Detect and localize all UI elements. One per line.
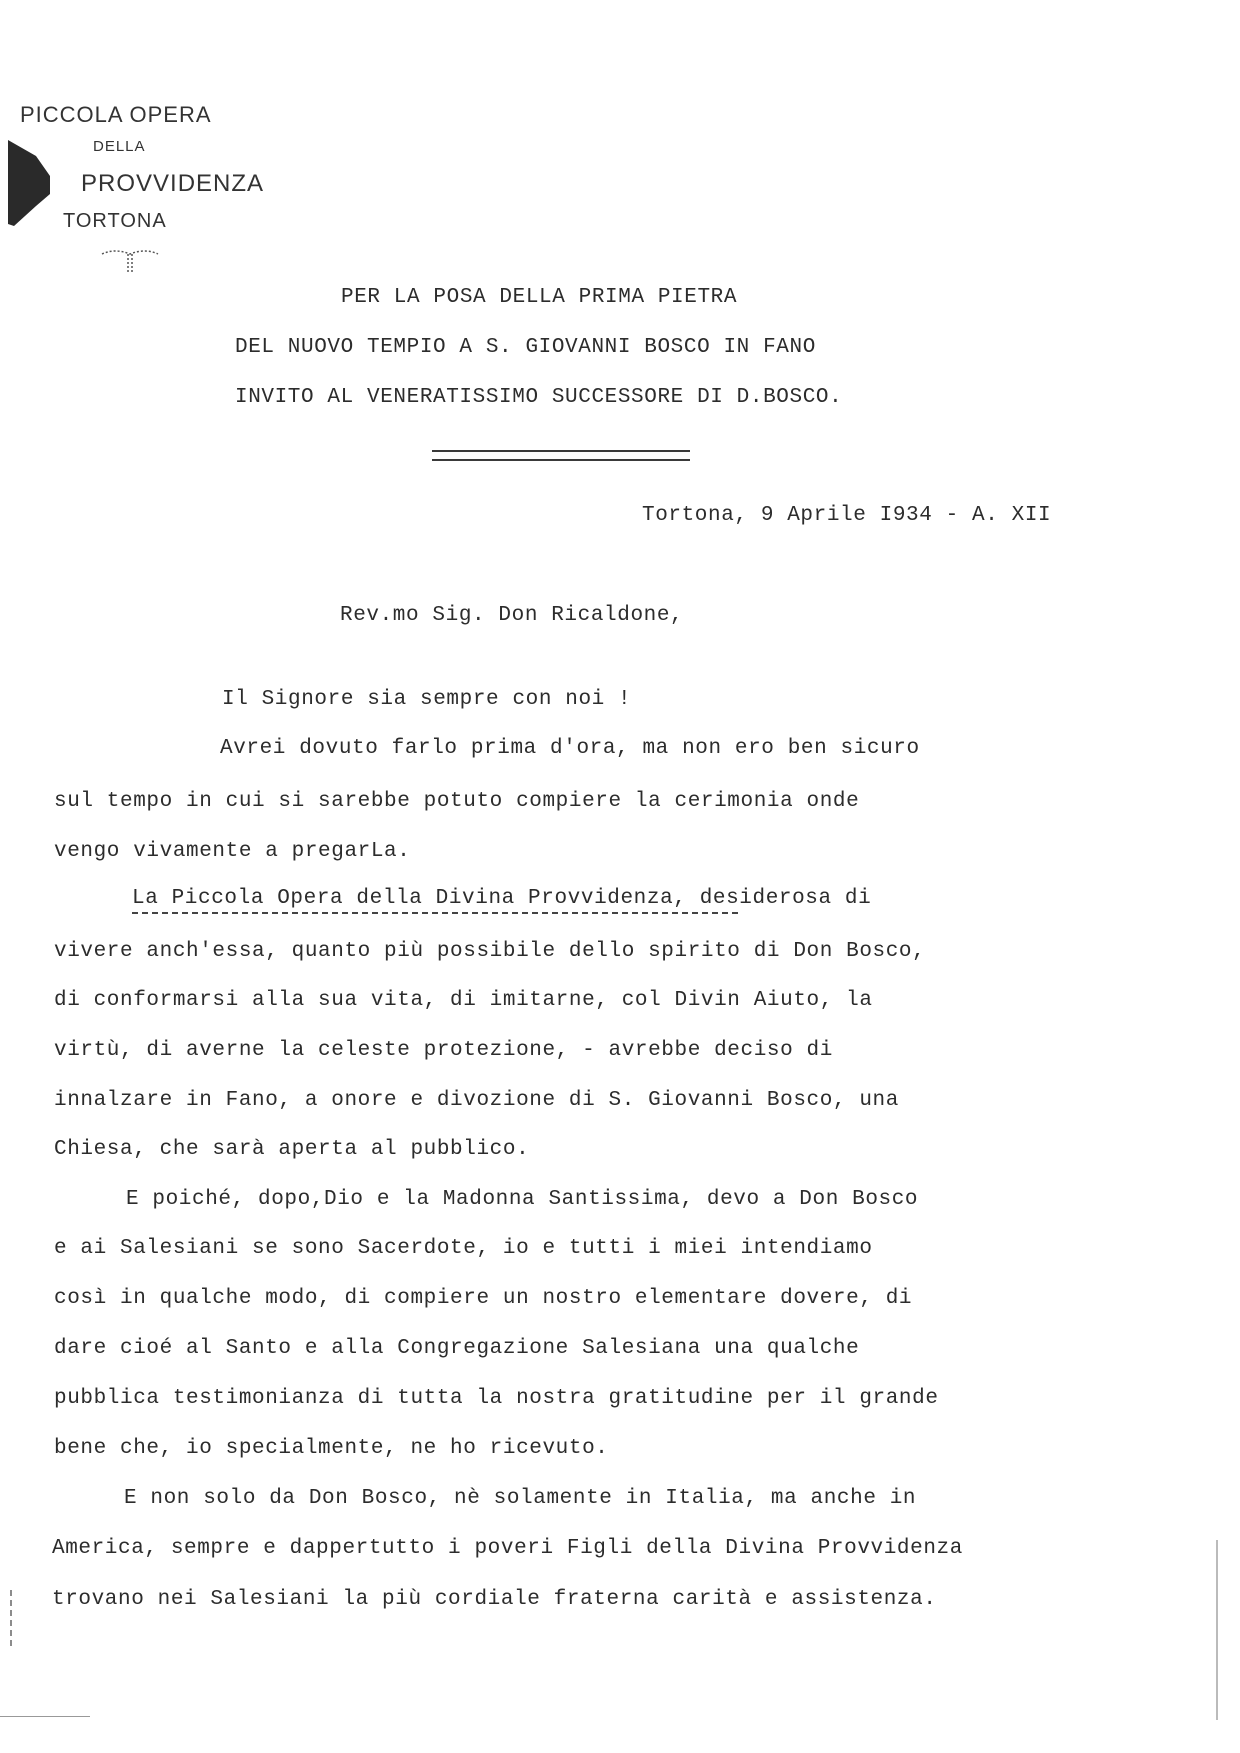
body-line: trovano nei Salesiani la più cordiale fraterna carità e assistenza. xyxy=(52,1588,937,1611)
body-line: Avrei dovuto farlo prima d'ora, ma non ero ben sicuro xyxy=(220,737,920,760)
body-line: pubblica testimonianza di tutta la nostra gratitudine per il grande xyxy=(54,1387,939,1410)
body-line: innalzare in Fano, a onore e divozione di S. Giovanni Bosco, una xyxy=(54,1089,899,1112)
body-line: E non solo da Don Bosco, nè solamente in Italia, ma anche in xyxy=(124,1487,917,1510)
body-line: America, sempre e dappertutto i poveri Figli della Divina Provvidenza xyxy=(52,1537,963,1560)
body-line: E poiché, dopo,Dio e la Madonna Santissima, devo a Don Bosco xyxy=(126,1188,919,1211)
letterhead-ornament-icon xyxy=(100,246,160,276)
title-line-3: INVITO AL VENERATISSIMO SUCCESSORE DI D.BOSCO. xyxy=(235,386,843,409)
title-double-rule xyxy=(432,450,690,461)
letterhead-line-2: DELLA xyxy=(93,138,146,155)
greeting: Il Signore sia sempre con noi ! xyxy=(222,688,632,711)
body-line: Chiesa, che sarà aperta al pubblico. xyxy=(54,1138,530,1161)
body-line: virtù, di averne la celeste protezione, - avrebbe deciso di xyxy=(54,1039,833,1062)
title-line-2: DEL NUOVO TEMPIO A S. GIOVANNI BOSCO IN FANO xyxy=(235,336,816,359)
letterhead-emblem-mark xyxy=(6,136,52,230)
body-line: e ai Salesiani se sono Sacerdote, io e tutti i miei intendiamo xyxy=(54,1237,873,1260)
letterhead-line-4: TORTONA xyxy=(63,210,167,232)
date-line: Tortona, 9 Aprile I934 - A. XII xyxy=(642,504,1052,527)
body-line: vengo vivamente a pregarLa. xyxy=(54,840,411,863)
body-line: di conformarsi alla sua vita, di imitarne, col Divin Aiuto, la xyxy=(54,989,873,1012)
letterhead-line-3: PROVVIDENZA xyxy=(81,170,265,197)
body-line: bene che, io specialmente, ne ho ricevuto. xyxy=(54,1437,609,1460)
letterhead-line-1: PICCOLA OPERA xyxy=(20,102,212,127)
body-line: La Piccola Opera della Divina Provvidenza, desiderosa di xyxy=(132,887,872,910)
scan-bottom-line xyxy=(0,1716,90,1717)
scan-smudge xyxy=(6,1590,16,1650)
body-line: dare cioé al Santo e alla Congregazione Salesiana una qualche xyxy=(54,1337,860,1360)
title-line-1: PER LA POSA DELLA PRIMA PIETRA xyxy=(341,286,738,309)
body-line: così in qualche modo, di compiere un nostro elementare dovere, di xyxy=(54,1287,913,1310)
salutation: Rev.mo Sig. Don Ricaldone, xyxy=(340,604,684,627)
body-line: vivere anch'essa, quanto più possibile dello spirito di Don Bosco, xyxy=(54,940,926,963)
body-line: sul tempo in cui si sarebbe potuto compiere la cerimonia onde xyxy=(54,790,860,813)
dashed-underline xyxy=(132,912,738,914)
scan-margin-line xyxy=(1216,1540,1218,1720)
